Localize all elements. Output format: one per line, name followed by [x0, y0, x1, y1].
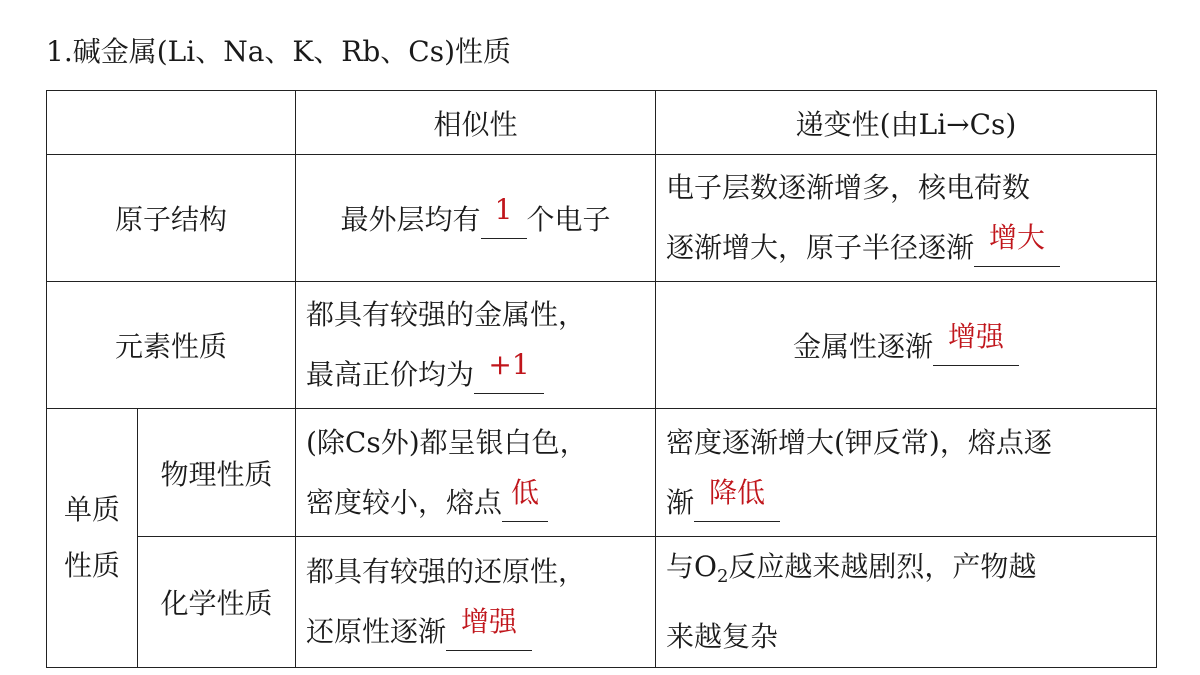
- label-chemical-properties: 化学性质: [138, 537, 296, 668]
- element-gradation-cell: [656, 282, 1157, 409]
- alkali-metal-properties-table: [46, 90, 1157, 668]
- chemical-similarity-cell: [296, 537, 656, 668]
- row-element-properties: [47, 282, 1157, 409]
- atomic-grad-line1: 电子层数逐渐增多，核电荷数: [666, 171, 1031, 204]
- element-grad-text: 金属性逐渐: [792, 329, 933, 363]
- row-chemical-properties: [47, 537, 1157, 668]
- chemical-grad-line1: [666, 537, 1150, 607]
- answer-blank: [474, 348, 544, 394]
- chemical-sim-line2-text: 还原性逐渐: [306, 615, 447, 648]
- answer-blank: [481, 192, 527, 239]
- chemical-grad-line2: 来越复杂: [666, 620, 779, 653]
- row-atomic-structure: [47, 155, 1157, 282]
- header-gradation: 递变性(由Li→Cs): [656, 91, 1157, 155]
- answer-text: 降低: [709, 475, 766, 509]
- physical-grad-line2: [666, 473, 1150, 533]
- answer-text: 增强: [461, 605, 518, 638]
- answer-text: 增大: [989, 221, 1046, 254]
- chemical-gradation-cell: [656, 537, 1157, 668]
- physical-sim-line2: [306, 473, 649, 533]
- element-sim-line1: 都具有较强的金属性，: [306, 298, 587, 331]
- physical-gradation-cell: [656, 409, 1157, 537]
- physical-grad-line2-text: 渐: [666, 485, 695, 519]
- answer-blank: [694, 475, 780, 522]
- atomic-sim-text-post: 个电子: [526, 202, 611, 236]
- chemical-grad-text-b: 反应越来越剧烈，产物越: [728, 550, 1037, 583]
- answer-text: 增强: [947, 319, 1004, 353]
- label-element-properties: 元素性质: [47, 282, 296, 409]
- answer-text: 低: [511, 475, 540, 509]
- chemical-grad-text-a: 与O: [666, 550, 717, 583]
- page-title: 1.碱金属(Li、Na、K、Rb、Cs)性质: [46, 35, 512, 68]
- answer-blank: [974, 221, 1060, 267]
- atomic-grad-line2-text: 逐渐增大，原子半径逐渐: [666, 231, 975, 264]
- label-simple-substance-properties: [47, 409, 138, 668]
- header-row: [47, 91, 1157, 155]
- chemical-sim-line1: 都具有较强的还原性，: [306, 555, 587, 588]
- answer-text: 1: [494, 192, 513, 226]
- physical-similarity-cell: [296, 409, 656, 537]
- physical-sim-line2-text: 密度较小，熔点: [306, 485, 503, 519]
- header-similarity: 相似性: [296, 91, 656, 155]
- atomic-similarity-cell: [296, 155, 656, 282]
- atomic-grad-line2: [666, 218, 1150, 278]
- simple-label-text: 单质性质: [63, 493, 120, 582]
- answer-text: +1: [488, 348, 530, 381]
- physical-sim-line1: (除Cs外)都呈银白色，: [306, 425, 588, 459]
- label-atomic-structure: 原子结构: [47, 155, 296, 282]
- answer-blank: [933, 319, 1019, 366]
- label-physical-properties: 物理性质: [138, 409, 296, 537]
- answer-blank: [446, 605, 532, 651]
- atomic-sim-text: 最外层均有: [340, 202, 481, 236]
- chemical-sim-line2: [306, 602, 649, 662]
- answer-blank: [502, 475, 548, 522]
- o2-subscript: 2: [716, 566, 729, 587]
- physical-grad-line1: 密度逐渐增大(钾反常)，熔点逐: [666, 425, 1052, 459]
- element-sim-line2-text: 最高正价均为: [306, 358, 475, 391]
- row-physical-properties: [47, 409, 1157, 537]
- header-blank-cell: [47, 91, 296, 155]
- element-sim-line2: [306, 345, 649, 405]
- element-similarity-cell: [296, 282, 656, 409]
- atomic-gradation-cell: [656, 155, 1157, 282]
